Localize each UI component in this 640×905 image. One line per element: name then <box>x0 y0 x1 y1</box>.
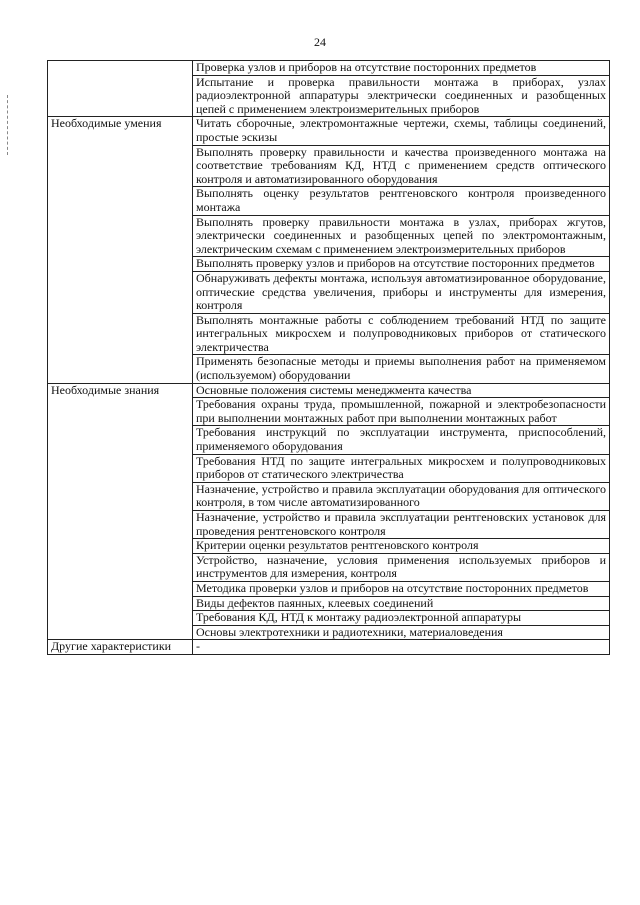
binding-margin-marks <box>7 95 10 155</box>
requirement-cell: Испытание и проверка правильности монтажа в приборах, узлах радиоэлектронной аппаратуры электрически соединенных и разобщенных цепей с применением электроизмерительных приборов <box>193 75 610 117</box>
section-label: Другие характеристики <box>48 640 193 655</box>
requirement-cell: Выполнять оценку результатов рентгеновского контроля произведенного монтажа <box>193 187 610 215</box>
table-row <box>48 383 610 398</box>
requirement-cell: - <box>193 640 610 655</box>
page-number: 24 <box>314 35 326 49</box>
requirements-table <box>47 60 610 655</box>
requirement-cell: Виды дефектов паянных, клеевых соединений <box>193 596 610 611</box>
requirement-cell: Требования КД, НТД к монтажу радиоэлектронной аппаратуры <box>193 611 610 626</box>
requirement-cell: Основные положения системы менеджмента качества <box>193 383 610 398</box>
requirement-cell: Устройство, назначение, условия применения используемых приборов и инструментов для измерения, контроля <box>193 553 610 581</box>
section-label: Необходимые умения <box>48 117 193 383</box>
requirement-cell: Основы электротехники и радиотехники, материаловедения <box>193 625 610 640</box>
requirement-cell: Выполнять проверку правильности монтажа в узлах, приборах жгутов, электрически соединенных и разобщенных цепей по электромонтажным, электрическим схемам с применением электроизмерительных приборов <box>193 215 610 257</box>
section-label <box>48 61 193 117</box>
requirement-cell: Обнаруживать дефекты монтажа, используя автоматизированное оборудование, оптические средства увеличения, приборы и инструменты для измерения, контроля <box>193 271 610 313</box>
requirement-cell: Критерии оценки результатов рентгеновского контроля <box>193 539 610 554</box>
requirement-cell: Читать сборочные, электромонтажные чертежи, схемы, таблицы соединений, простые эскизы <box>193 117 610 145</box>
requirement-cell: Требования НТД по защите интегральных микросхем и полупроводниковых приборов от статического электричества <box>193 454 610 482</box>
requirement-cell: Выполнять проверку узлов и приборов на отсутствие посторонних предметов <box>193 257 610 272</box>
requirement-cell: Проверка узлов и приборов на отсутствие посторонних предметов <box>193 61 610 76</box>
requirement-cell: Требования охраны труда, промышленной, пожарной и электробезопасности при выполнении монтажных работ при выполнении монтажных работ <box>193 398 610 426</box>
table-row <box>48 61 610 76</box>
requirement-cell: Методика проверки узлов и приборов на отсутствие посторонних предметов <box>193 581 610 596</box>
requirement-cell: Применять безопасные методы и приемы выполнения работ на применяемом (используемом) оборудовании <box>193 355 610 383</box>
requirements-table-body <box>48 61 610 655</box>
requirement-cell: Назначение, устройство и правила эксплуатации рентгеновских установок для проведения рентгеновского контроля <box>193 511 610 539</box>
table-row <box>48 640 610 655</box>
requirement-cell: Выполнять проверку правильности и качества произведенного монтажа на соответствие требованиям КД, НТД с применением средств оптического контроля и автоматизированного оборудования <box>193 145 610 187</box>
requirement-cell: Назначение, устройство и правила эксплуатации оборудования для оптического контроля, в том числе автоматизированного <box>193 482 610 510</box>
table-row <box>48 117 610 145</box>
section-label: Необходимые знания <box>48 383 193 640</box>
requirement-cell: Требования инструкций по эксплуатации инструмента, приспособлений, применяемого оборудования <box>193 426 610 454</box>
requirement-cell: Выполнять монтажные работы с соблюдением требований НТД по защите интегральных микросхем и полупроводниковых приборов от статического электричества <box>193 313 610 355</box>
